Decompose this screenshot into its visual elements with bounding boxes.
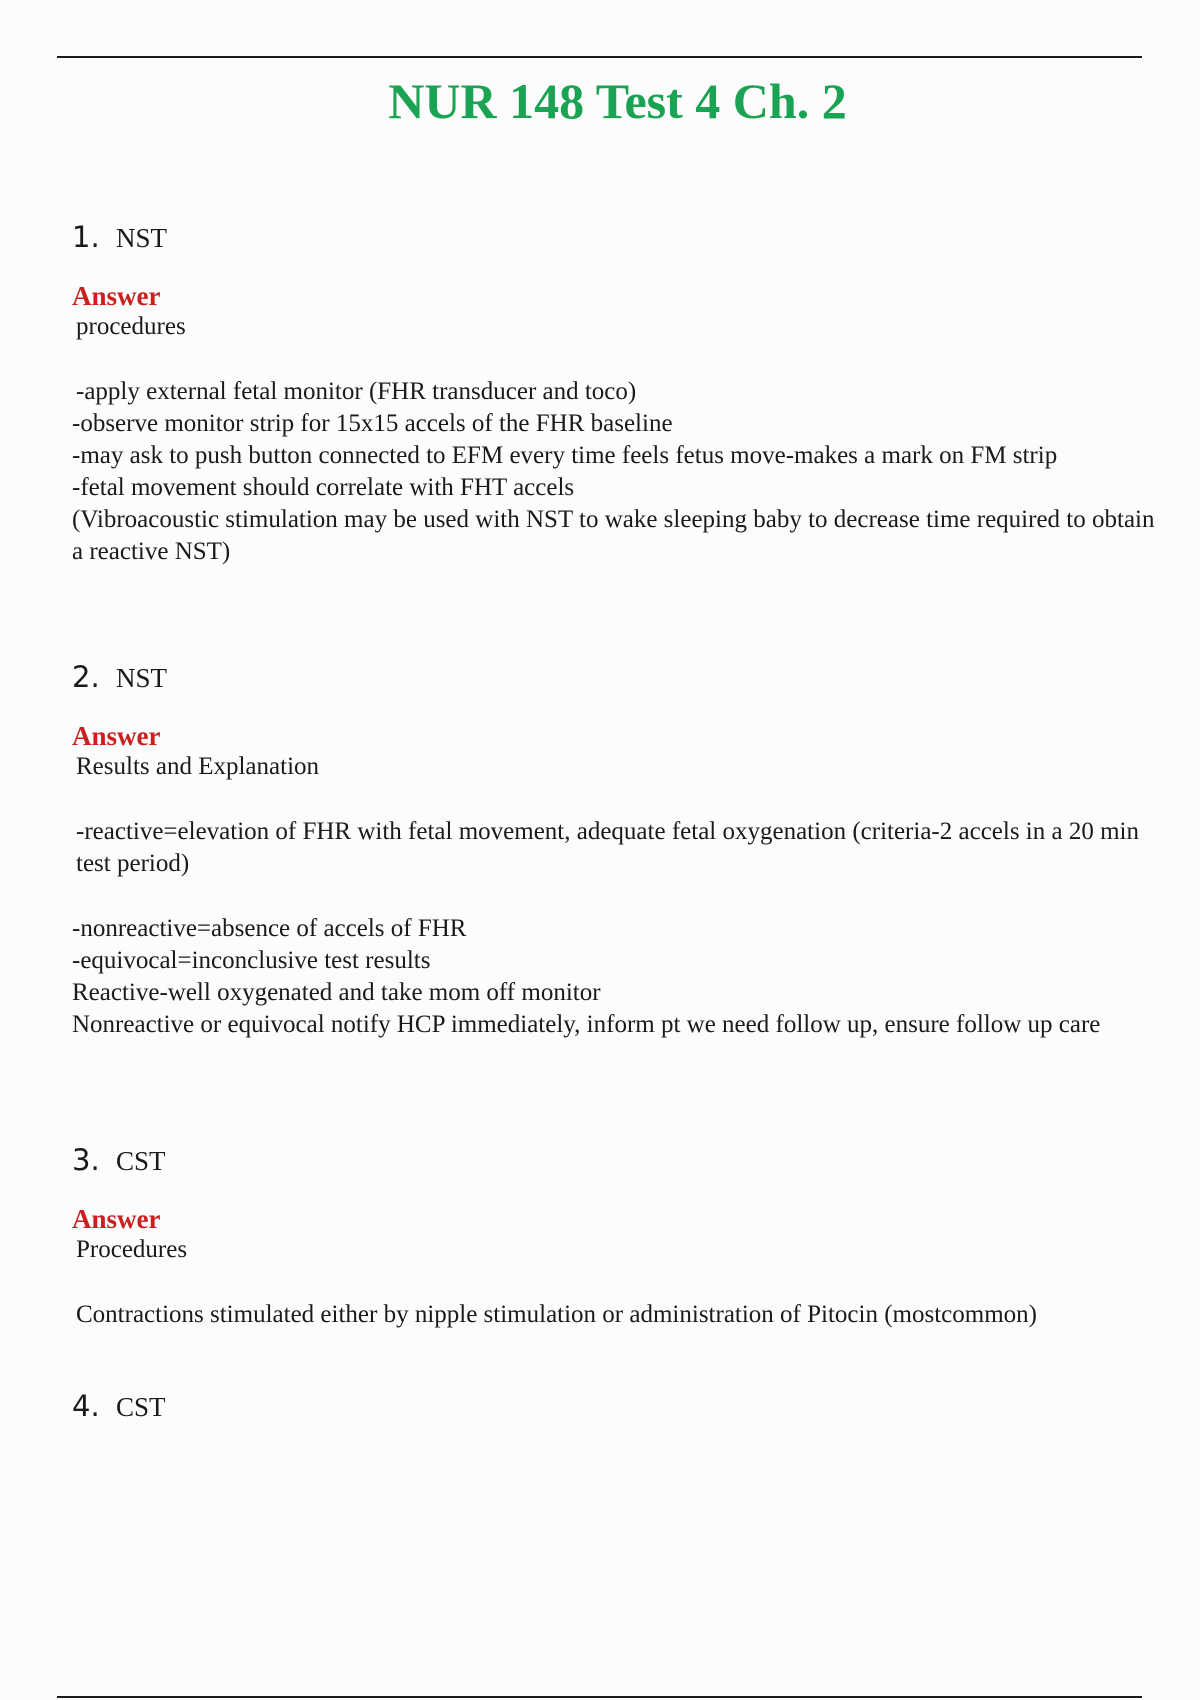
question-term: NST bbox=[116, 663, 168, 693]
question-2 bbox=[72, 660, 1157, 1041]
question-term: CST bbox=[116, 1146, 166, 1176]
question-header bbox=[72, 660, 1157, 695]
answer-line: -nonreactive=absence of accels of FHR bbox=[72, 915, 467, 942]
question-term: CST bbox=[116, 1392, 166, 1422]
question-number: 4. bbox=[72, 1389, 100, 1423]
answer-line: -reactive=elevation of FHR with fetal movement, adequate fetal oxygenation (criteria-2 accels in a 20 min test period) bbox=[76, 818, 1139, 877]
question-4 bbox=[72, 1389, 1157, 1424]
answer-line: Nonreactive or equivocal notify HCP immediately, inform pt we need follow up, ensure follow up care bbox=[72, 1011, 1101, 1038]
question-header bbox=[72, 1143, 1157, 1178]
answer-line: Contractions stimulated either by nipple stimulation or administration of Pitocin (mostcommon) bbox=[76, 1301, 1037, 1328]
answer-line: -fetal movement should correlate with FHT accels bbox=[72, 474, 575, 501]
answer-line: Results and Explanation bbox=[76, 753, 320, 780]
answer-label: Answer bbox=[72, 1204, 161, 1234]
question-3 bbox=[72, 1143, 1157, 1331]
question-1 bbox=[72, 220, 1157, 568]
question-header bbox=[72, 220, 1157, 255]
question-number: 3. bbox=[72, 1143, 100, 1177]
answer-body bbox=[72, 1234, 1157, 1331]
answer-line: -observe monitor strip for 15x15 accels of the FHR baseline bbox=[72, 410, 673, 437]
answer-line: (Vibroacoustic stimulation may be used with NST to wake sleeping baby to decrease time required to obtain a reactive NST) bbox=[72, 506, 1155, 565]
answer-line: procedures bbox=[76, 313, 186, 340]
question-header bbox=[72, 1389, 1157, 1424]
answer-line: -apply external fetal monitor (FHR transducer and toco) bbox=[76, 378, 637, 405]
answer-body bbox=[72, 311, 1157, 568]
answer-label: Answer bbox=[72, 721, 161, 751]
answer-body bbox=[72, 751, 1157, 1041]
answer-line: Procedures bbox=[76, 1236, 188, 1263]
question-number: 1. bbox=[72, 220, 100, 254]
answer-label: Answer bbox=[72, 281, 161, 311]
answer-line: -may ask to push button connected to EFM every time feels fetus move-makes a mark on FM strip bbox=[72, 442, 1058, 469]
bottom-divider bbox=[57, 1696, 1142, 1698]
answer-line: -equivocal=inconclusive test results bbox=[72, 947, 431, 974]
question-number: 2. bbox=[72, 660, 100, 694]
page-title: NUR 148 Test 4 Ch. 2 bbox=[388, 73, 847, 129]
question-term: NST bbox=[116, 223, 168, 253]
top-divider bbox=[57, 56, 1142, 58]
answer-line: Reactive-well oxygenated and take mom off monitor bbox=[72, 979, 601, 1006]
